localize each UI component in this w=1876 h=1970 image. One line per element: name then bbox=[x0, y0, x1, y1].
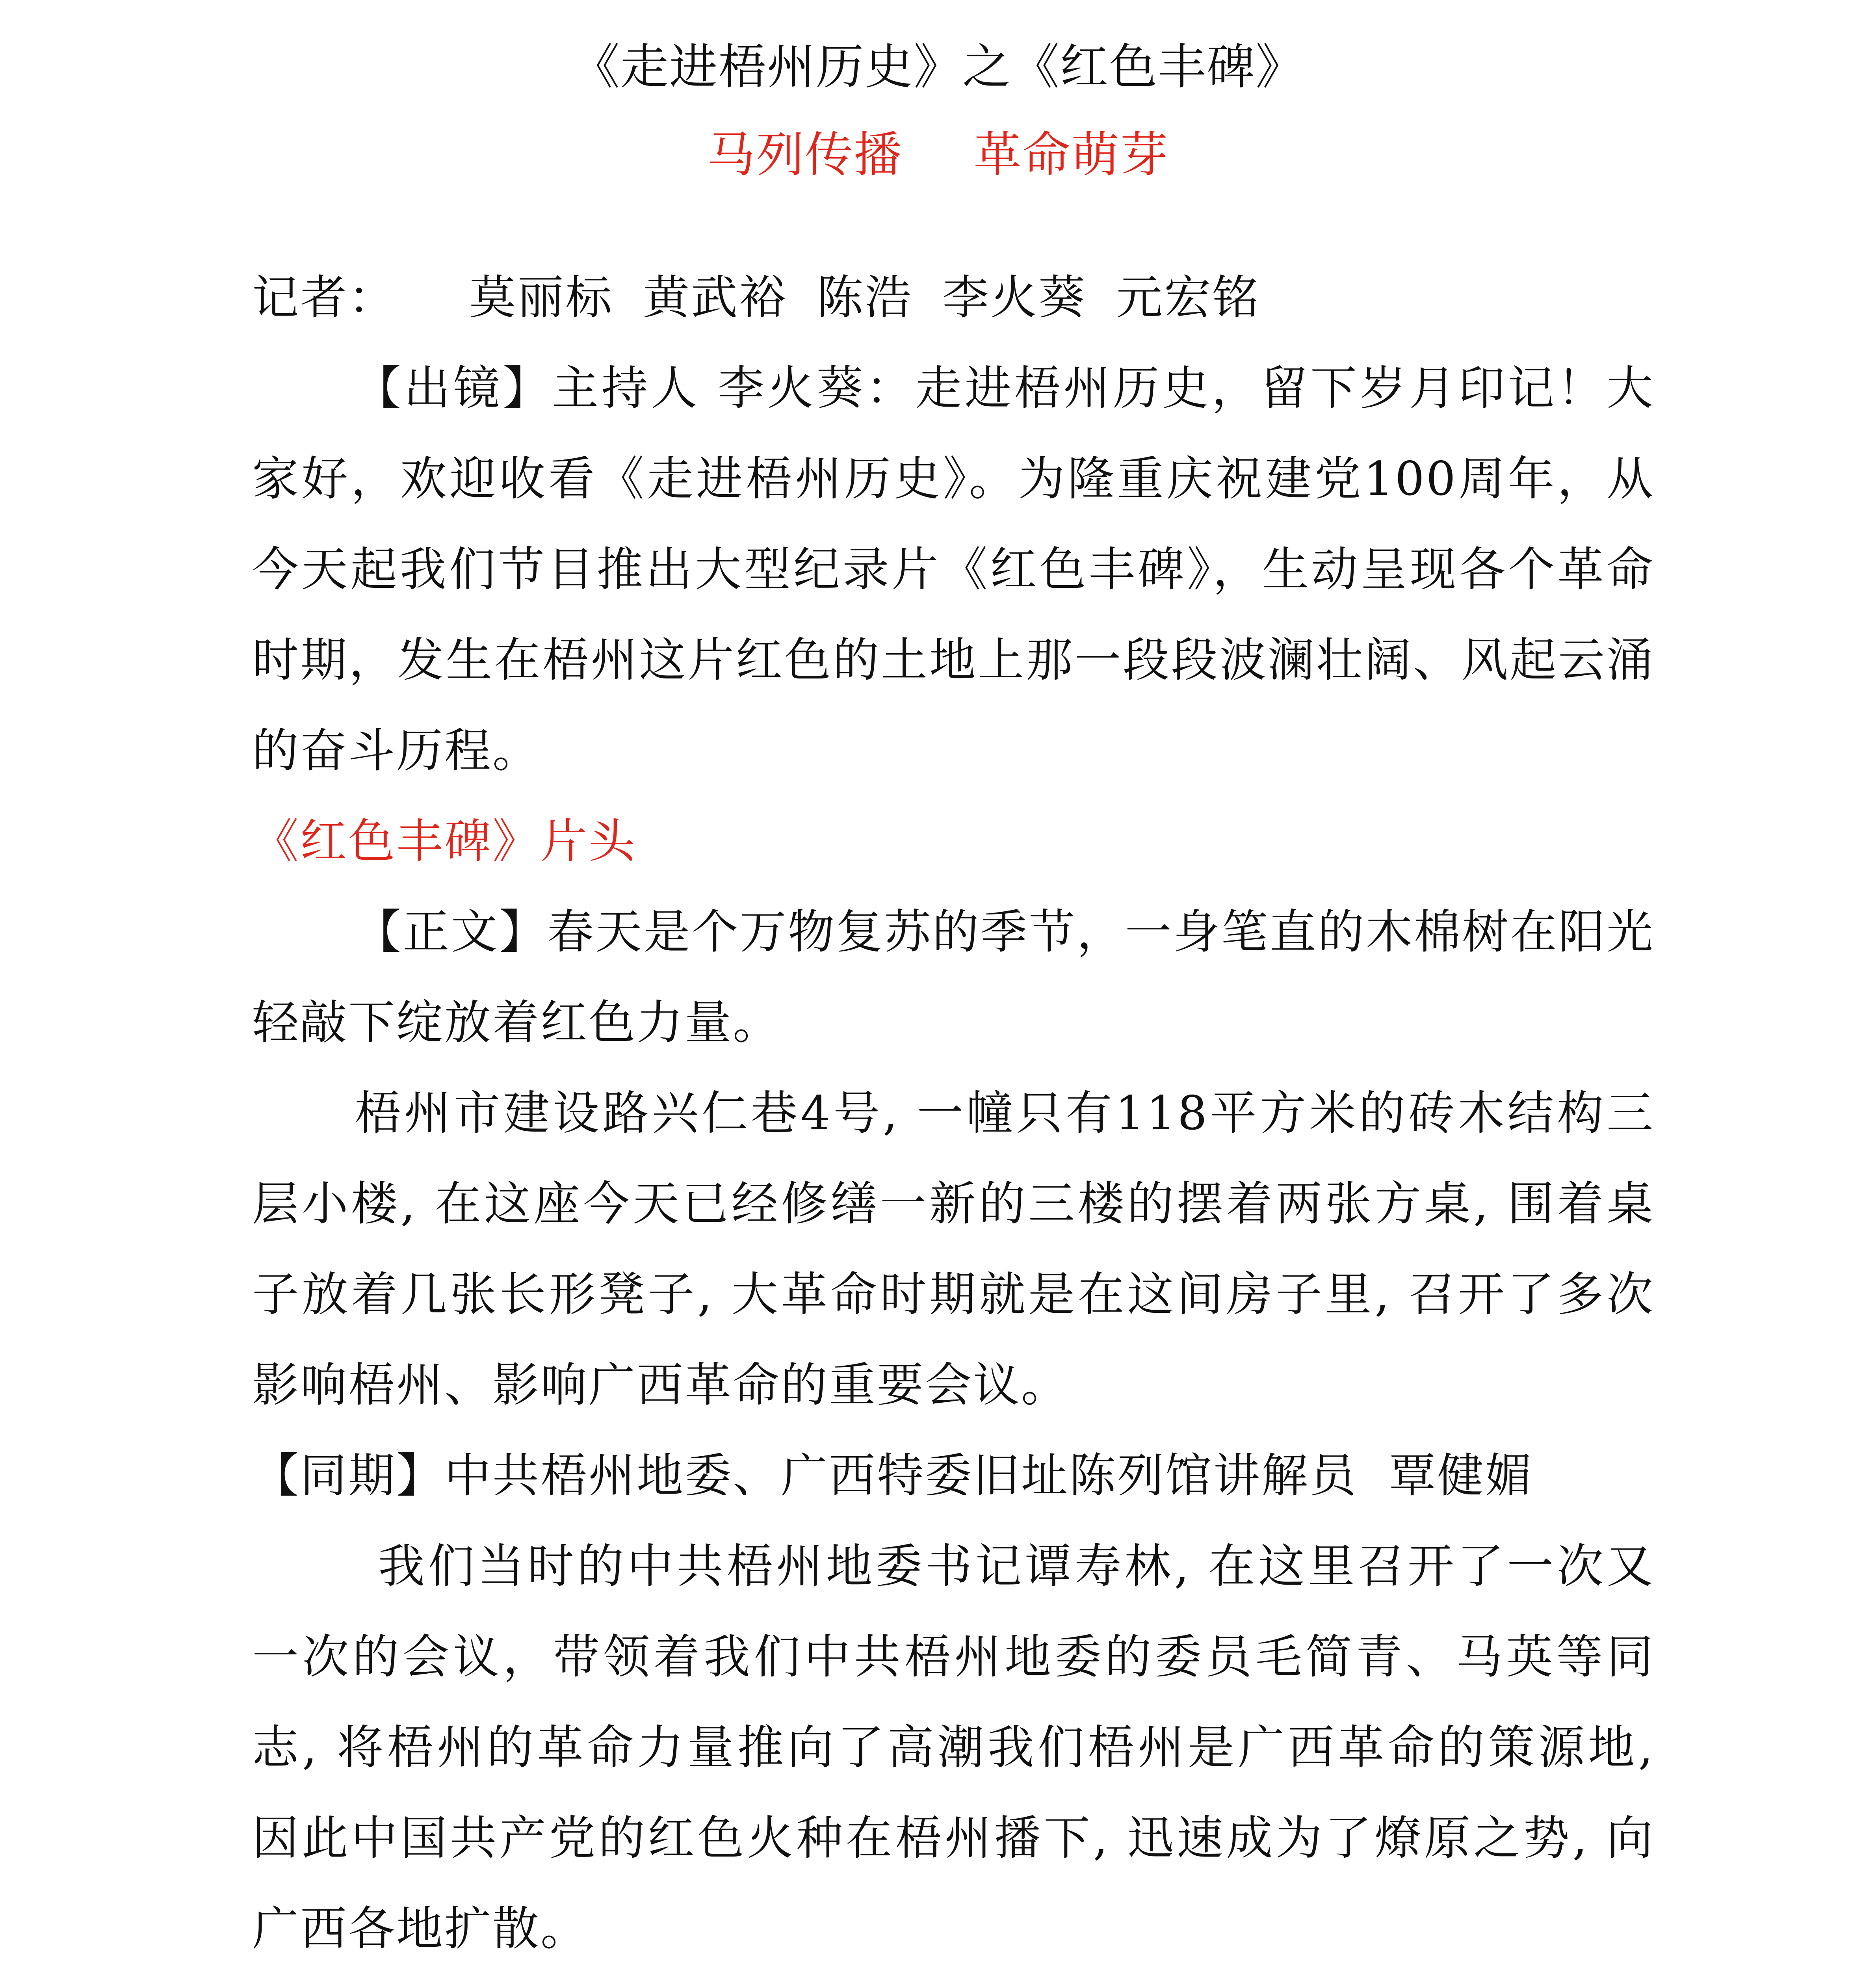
reporter-name: 陈浩 bbox=[817, 270, 913, 325]
reporter-label: 记者： bbox=[252, 270, 397, 325]
main-text-paragraph: 【正文】春天是个万物复苏的季节，一身笔直的木棉树在阳光轻敲下绽放着红色力量。 bbox=[252, 905, 1655, 1050]
document-subtitle bbox=[0, 125, 1876, 184]
opening-credits-label: 《红色丰碑》片头 bbox=[252, 814, 637, 868]
subtitle-part-1: 马列传播 bbox=[707, 127, 903, 183]
sync-label: 【同期】中共梧州地委、广西特委旧址陈列馆讲解员 bbox=[252, 1448, 1358, 1503]
reporter-name: 元宏铭 bbox=[1116, 270, 1261, 325]
sync-label-line bbox=[252, 1430, 1655, 1521]
building-paragraph: 梧州市建设路兴仁巷4号, 一幢只有118平方米的砖木结构三层小楼, 在这座今天已经修缮一新的三楼的摆着两张方桌, 围着桌子放着几张长形凳子, 大革命时期就是在这间房子里, 召开了多次影响梧州、影响广西革命的重要会议。 bbox=[252, 1086, 1655, 1412]
sync-quote-paragraph: 我们当时的中共梧州地委书记谭寿林, 在这里召开了一次又一次的会议，带领着我们中共梧州地委的委员毛简青、马英等同志, 将梧州的革命力量推向了高潮我们梧州是广西革命的策源地, 因此中国共产党的红色火种在梧州播下, 迅速成为了燎原之势, 向广西各地扩散。 bbox=[252, 1539, 1655, 1956]
subtitle-part-2: 革命萌芽 bbox=[973, 127, 1169, 183]
document-body bbox=[252, 252, 1655, 1970]
document-title: 《走进梧州历史》之《红色丰碑》 bbox=[572, 39, 1304, 95]
reporter-name: 李火葵 bbox=[942, 270, 1087, 325]
reporter-name: 莫丽标 bbox=[469, 270, 614, 325]
reporter-name: 黄武裕 bbox=[643, 270, 788, 325]
reporter-line bbox=[252, 252, 1655, 343]
host-intro-paragraph: 【出镜】主持人 李火葵：走进梧州历史，留下岁月印记！大家好，欢迎收看《走进梧州历史》。为隆重庆祝建党100周年，从今天起我们节目推出大型纪录片《红色丰碑》，生动呈现各个革命时期，发生在梧州这片红色的土地上那一段段波澜壮阔、风起云涌的奋斗历程。 bbox=[252, 361, 1655, 778]
sync-speaker-name: 覃健媚 bbox=[1389, 1448, 1534, 1503]
